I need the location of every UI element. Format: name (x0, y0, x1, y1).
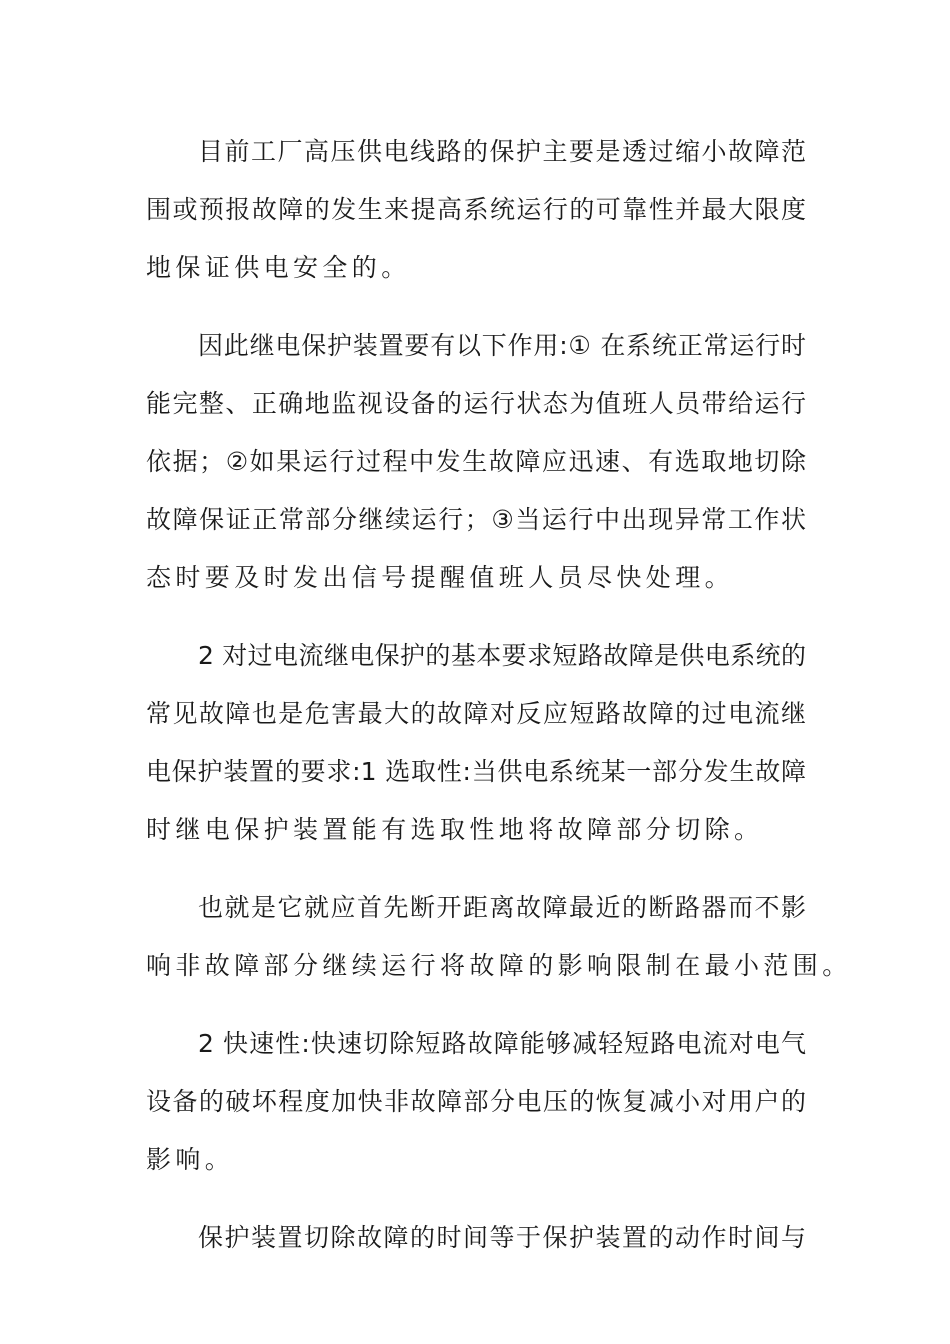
paragraph-3 (146, 634, 806, 866)
text-line: 影响。 (146, 1145, 235, 1174)
text-line: 地保证供电安全的。 (146, 253, 411, 282)
paragraph-4 (146, 886, 852, 1002)
paragraph-1 (146, 130, 806, 304)
text-line: 2 快速性:快速切除短路故障能够减轻短路电流对电气 (198, 1029, 806, 1058)
text-line: 目前工厂高压供电线路的保护主要是透过缩小故障范 (198, 137, 806, 166)
text-line: 态时要及时发出信号提醒值班人员尽快处理。 (146, 563, 735, 592)
text-line: 常见故障也是危害最大的故障对反应短路故障的过电流继 (146, 699, 806, 728)
document-body (146, 130, 852, 1294)
text-line: 围或预报故障的发生来提高系统运行的可靠性并最大限度 (146, 195, 806, 224)
text-line: 也就是它就应首先断开距离故障最近的断路器而不影 (198, 893, 806, 922)
text-line: 响非故障部分继续运行将故障的影响限制在最小范围。 (146, 951, 852, 980)
paragraph-2 (146, 324, 806, 614)
paragraph-6 (146, 1216, 806, 1274)
text-line: 设备的破坏程度加快非故障部分电压的恢复减小对用户的 (146, 1087, 806, 1116)
paragraph-5 (146, 1022, 806, 1196)
text-line: 故障保证正常部分继续运行；③当运行中出现异常工作状 (146, 505, 806, 534)
text-line: 能完整、正确地监视设备的运行状态为值班人员带给运行 (146, 389, 806, 418)
text-line: 保护装置切除故障的时间等于保护装置的动作时间与 (198, 1223, 806, 1252)
text-line: 时继电保护装置能有选取性地将故障部分切除。 (146, 815, 764, 844)
text-line: 2 对过电流继电保护的基本要求短路故障是供电系统的 (198, 641, 806, 670)
text-line: 因此继电保护装置要有以下作用:① 在系统正常运行时 (198, 331, 806, 360)
text-line: 电保护装置的要求:1 选取性:当供电系统某一部分发生故障 (146, 757, 806, 786)
text-line: 依据；②如果运行过程中发生故障应迅速、有选取地切除 (146, 447, 806, 476)
